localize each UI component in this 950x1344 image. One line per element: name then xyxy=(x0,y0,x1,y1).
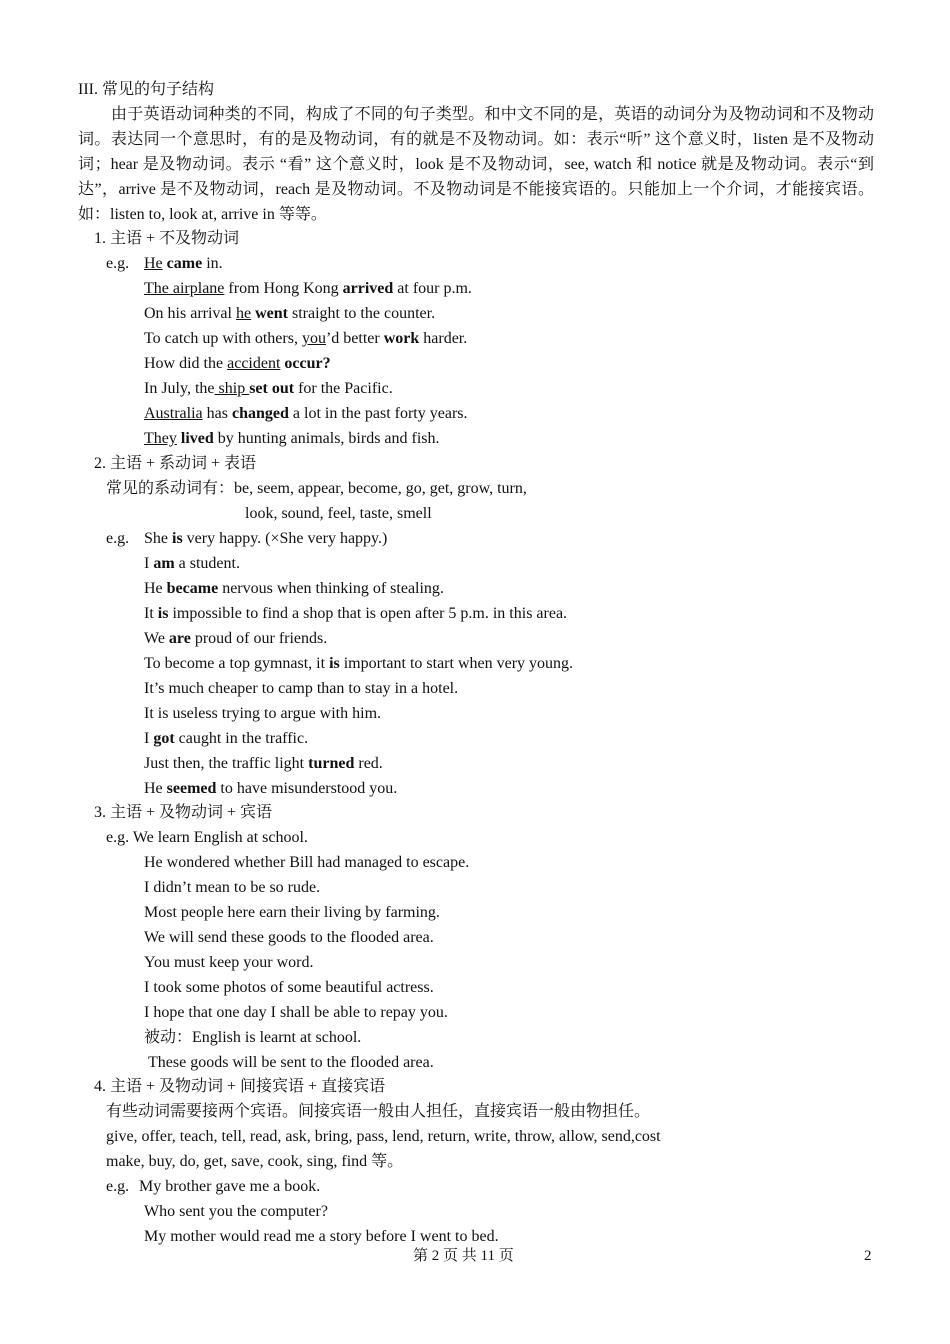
passive-example: These goods will be sent to the flooded area. xyxy=(148,1054,434,1071)
page-info: 第 2 页 共 11 页 xyxy=(413,1248,514,1264)
example-sentence: My mother would read me a story before I went to bed. xyxy=(144,1228,499,1245)
example-sentence: I am a student. xyxy=(144,555,240,572)
example-sentence: We are proud of our friends. xyxy=(144,630,328,647)
section4-title: 4. 主语 + 及物动词 + 间接宾语 + 直接宾语 xyxy=(94,1078,386,1095)
section1-title: 1. 主语 + 不及物动词 xyxy=(94,230,240,247)
example-sentence: It is impossible to find a shop that is open after 5 p.m. in this area. xyxy=(144,605,568,622)
verb-list: give, offer, teach, tell, read, ask, bring, pass, lend, return, write, throw, allow, send,cost xyxy=(106,1128,661,1145)
example-sentence: We will send these goods to the flooded area. xyxy=(144,929,434,946)
section2-title: 2. 主语 + 系动词 + 表语 xyxy=(94,455,257,472)
example-sentence: He came in. xyxy=(144,255,223,272)
example-sentence: Who sent you the computer? xyxy=(144,1203,328,1220)
example-sentence: He became nervous when thinking of stealing. xyxy=(144,580,444,597)
eg-label: e.g. xyxy=(106,1178,130,1195)
example-sentence: On his arrival he went straight to the counter. xyxy=(144,305,436,322)
passive-example: 被动：English is learnt at school. xyxy=(144,1029,362,1046)
example-sentence: To become a top gymnast, it is important to start when very young. xyxy=(144,655,574,672)
example-sentence: To catch up with others, you’d better work harder. xyxy=(144,330,468,347)
eg-label: e.g. xyxy=(106,255,130,272)
section-heading: III. 常见的句子结构 xyxy=(78,81,214,98)
example-sentence: How did the accident occur? xyxy=(144,355,331,372)
linking-verbs-list: 常见的系动词有：be, seem, appear, become, go, get, grow, turn, xyxy=(106,480,527,497)
example-sentence: It is useless trying to argue with him. xyxy=(144,705,382,722)
intro-paragraph: 由于英语动词种类的不同，构成了不同的句子类型。和中文不同的是，英语的动词分为及物动词和不及物动词。表达同一个意思时，有的是及物动词，有的就是不及物动词。如：表示“听” 这个意义时，listen 是不及物动词；hear 是及物动词。表示 “看” 这个意义时，look 是不及物动词，see, watch 和 notice 就是及物动词。表示“到达”，arrive 是不及物动词，reach 是及物动词。不及物动词是不能接宾语的。只能加上一个介词，才能接宾语。如：listen to, look at, arrive in 等等。 xyxy=(78,106,874,223)
verb-list: make, buy, do, get, save, cook, sing, find 等。 xyxy=(106,1153,404,1170)
section3-title: 3. 主语 + 及物动词 + 宾语 xyxy=(94,804,273,821)
example-sentence: I took some photos of some beautiful actress. xyxy=(144,979,434,996)
example-sentence: In July, the ship set out for the Pacific. xyxy=(144,380,393,397)
linking-verbs-list-cont: look, sound, feel, taste, smell xyxy=(245,505,432,522)
example-sentence: I hope that one day I shall be able to repay you. xyxy=(144,1004,448,1021)
page-number: 2 xyxy=(864,1248,872,1264)
example-sentence: e.g. We learn English at school. xyxy=(106,829,308,846)
example-sentence: It’s much cheaper to camp than to stay in a hotel. xyxy=(144,680,459,697)
example-sentence: Just then, the traffic light turned red. xyxy=(144,755,383,772)
eg-label: e.g. xyxy=(106,530,130,547)
example-sentence: He seemed to have misunderstood you. xyxy=(144,780,398,797)
example-sentence: She is very happy. (×She very happy.) xyxy=(144,530,388,547)
example-sentence: Most people here earn their living by farming. xyxy=(144,904,440,921)
example-sentence: They lived by hunting animals, birds and fish. xyxy=(144,430,440,447)
example-sentence: The airplane from Hong Kong arrived at four p.m. xyxy=(144,280,472,297)
example-sentence: I didn’t mean to be so rude. xyxy=(144,879,321,896)
example-sentence: He wondered whether Bill had managed to escape. xyxy=(144,854,470,871)
example-sentence: You must keep your word. xyxy=(144,954,314,971)
double-object-note: 有些动词需要接两个宾语。间接宾语一般由人担任，直接宾语一般由物担任。 xyxy=(106,1103,651,1120)
example-sentence: My brother gave me a book. xyxy=(139,1178,321,1195)
example-sentence: I got caught in the traffic. xyxy=(144,730,309,747)
example-sentence: Australia has changed a lot in the past forty years. xyxy=(144,405,468,422)
